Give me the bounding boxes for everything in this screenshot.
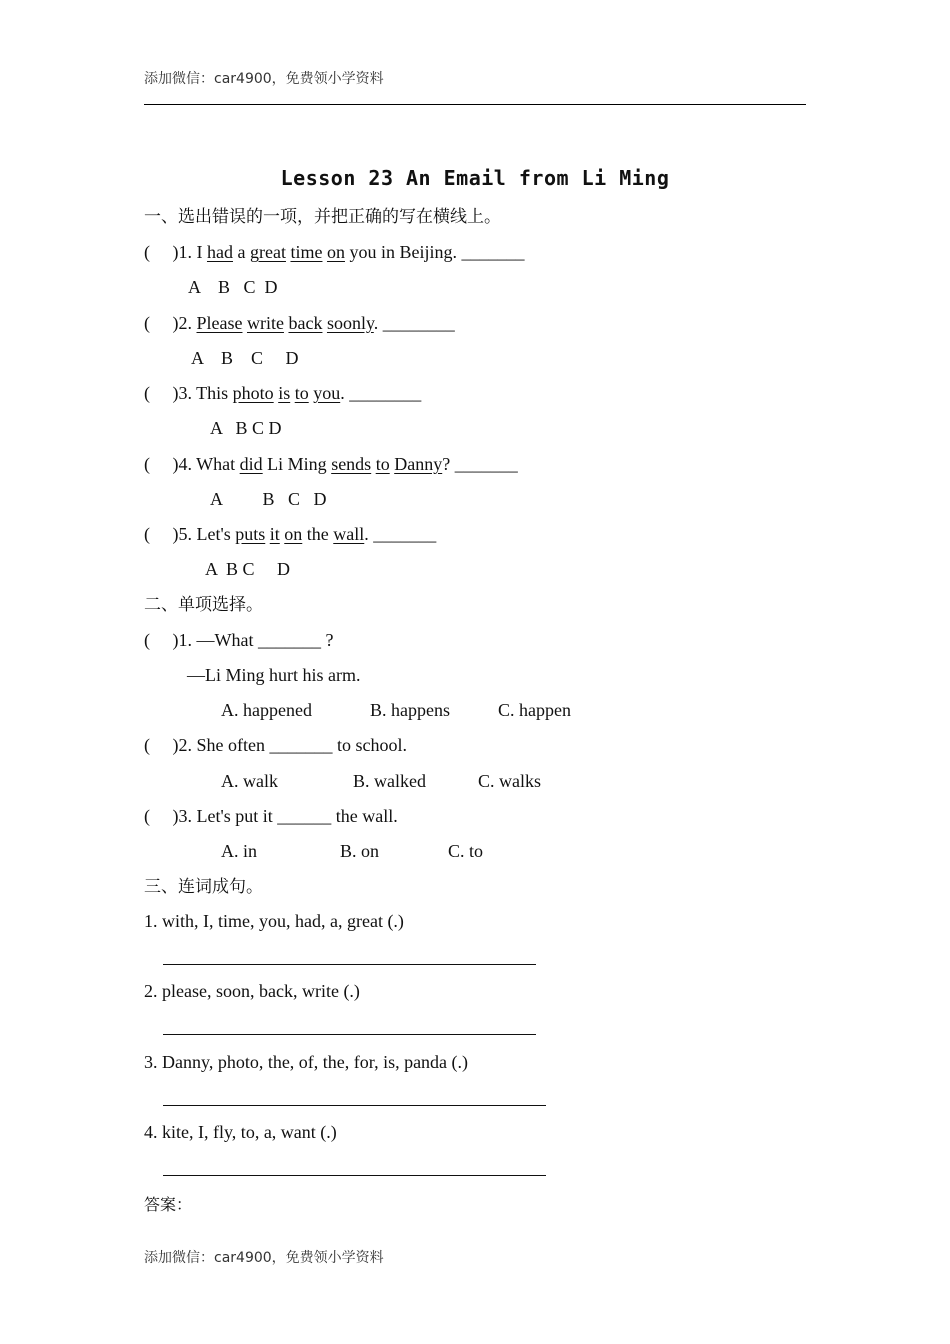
s2-q1-option-a: A. happened xyxy=(221,700,312,720)
s2-q3-option-b: B. on xyxy=(340,841,380,861)
q2-option-c: back xyxy=(288,313,323,333)
s3-answer-line-3[interactable] xyxy=(163,1105,546,1106)
s2-q2-option-c: C. walks xyxy=(478,771,541,791)
q1-sep-1: a xyxy=(232,242,250,262)
answers-label: 答案： xyxy=(144,1195,193,1214)
q3-option-c: to xyxy=(294,383,309,403)
q3-letters: A B C D xyxy=(210,418,282,438)
header-divider xyxy=(144,104,806,105)
q4-prefix: ( )4. What xyxy=(144,454,240,474)
q2-prefix: ( )2. xyxy=(144,313,197,333)
s2-q2-option-b: B. walked xyxy=(353,771,426,791)
s1-question-1 xyxy=(144,240,524,264)
q4-sep-1: Li Ming xyxy=(262,454,332,474)
s1-question-5 xyxy=(144,522,436,546)
q5-option-a: puts xyxy=(235,524,266,544)
s3-item-1: 1. with, I, time, you, had, a, great (.) xyxy=(144,911,404,931)
s3-answer-line-1[interactable] xyxy=(163,964,536,965)
s3-answer-line-2[interactable] xyxy=(163,1034,536,1035)
page-footer-text: 添加微信：car4900，免费领小学资料 xyxy=(144,1250,384,1266)
q1-suffix: you in Beijing. _______ xyxy=(344,242,525,262)
q5-letters: A B C D xyxy=(205,559,291,579)
q2-letters: A B C D xyxy=(191,348,299,368)
q1-prefix: ( )1. I xyxy=(144,242,207,262)
q5-prefix: ( )5. Let's xyxy=(144,524,236,544)
q5-option-c: on xyxy=(284,524,303,544)
section1-heading: 一、选出错误的一项，并把正确的写在横线上。 xyxy=(144,207,501,227)
s2-q1-stem: ( )1. —What _______ ? xyxy=(144,630,334,650)
q2-option-b: write xyxy=(246,313,284,333)
q1-option-b: great xyxy=(249,242,286,262)
s2-q1-option-c: C. happen xyxy=(498,700,571,720)
page-header-text: 添加微信：car4900，免费领小学资料 xyxy=(144,71,384,87)
q4-option-a: did xyxy=(239,454,263,474)
s3-item-4: 4. kite, I, fly, to, a, want (.) xyxy=(144,1122,337,1142)
q4-suffix: ? _______ xyxy=(442,454,518,474)
q4-option-d: Danny xyxy=(394,454,443,474)
q3-suffix: . ________ xyxy=(340,383,422,403)
s2-q1-option-b: B. happens xyxy=(370,700,450,720)
section3-heading: 三、连词成句。 xyxy=(144,877,263,897)
q5-option-d: wall xyxy=(333,524,365,544)
q5-suffix: . _______ xyxy=(364,524,437,544)
s2-q3-option-a: A. in xyxy=(221,841,257,861)
q1-option-c: time xyxy=(290,242,323,262)
q3-option-b: is xyxy=(278,383,291,403)
s3-item-2: 2. please, soon, back, write (.) xyxy=(144,981,360,1001)
q1-option-a: had xyxy=(206,242,233,262)
q2-option-a: Please xyxy=(196,313,243,333)
q3-prefix: ( )3. This xyxy=(144,383,233,403)
q1-letters: A B C D xyxy=(188,277,278,297)
q4-letters: A B C D xyxy=(210,489,327,509)
s1-question-4 xyxy=(144,452,518,476)
q3-option-d: you xyxy=(313,383,341,403)
q2-suffix: . ________ xyxy=(373,313,455,333)
s1-question-2 xyxy=(144,311,455,335)
q5-sep-3: the xyxy=(302,524,334,544)
q3-option-a: photo xyxy=(232,383,274,403)
s2-q3-stem: ( )3. Let's put it ______ the wall. xyxy=(144,806,398,826)
q5-option-b: it xyxy=(269,524,280,544)
s2-q2-option-a: A. walk xyxy=(221,771,278,791)
s3-item-3: 3. Danny, photo, the, of, the, for, is, panda (.) xyxy=(144,1052,469,1072)
s2-q3-option-c: C. to xyxy=(448,841,484,861)
q4-option-b: sends xyxy=(331,454,372,474)
s2-q1-reply: —Li Ming hurt his arm. xyxy=(187,665,361,685)
lesson-title: Lesson 23 An Email from Li Ming xyxy=(280,166,670,190)
q4-option-c: to xyxy=(375,454,390,474)
s3-answer-line-4[interactable] xyxy=(163,1175,546,1176)
s1-question-3 xyxy=(144,381,421,405)
s2-q2-stem: ( )2. She often _______ to school. xyxy=(144,735,407,755)
q2-option-d: soonly xyxy=(326,313,374,333)
section2-heading: 二、单项选择。 xyxy=(144,595,263,615)
q1-option-d: on xyxy=(326,242,345,262)
